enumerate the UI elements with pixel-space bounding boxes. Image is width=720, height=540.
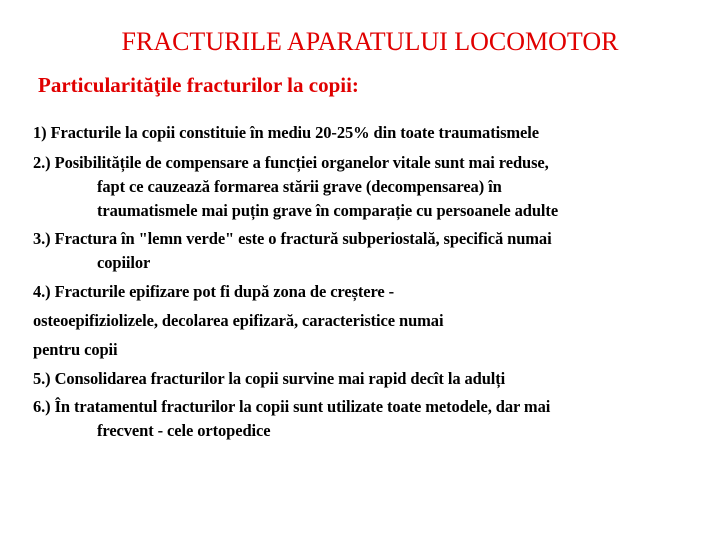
item-2-line-3: traumatismele mai puțin grave în comparație cu persoanele adulte — [97, 201, 559, 220]
item-2-line-2: fapt ce cauzează formarea stării grave (decompensarea) în — [97, 177, 502, 196]
item-4-line-1: 4.) Fracturile epifizare pot fi după zona de creștere - — [33, 282, 395, 301]
item-5-line-1: 5.) Consolidarea fracturilor la copii survine mai rapid decît la adulți — [33, 369, 506, 388]
item-4-line-3: pentru copii — [33, 340, 118, 359]
item-4-line-2: osteoepifiziolizele, decolarea epifizară, caracteristice numai — [33, 311, 444, 330]
item-3-line-1: 3.) Fractura în "lemn verde" este o fractură subperiostală, specifică numai — [33, 229, 552, 248]
slide-title: FRACTURILE APARATULUI LOCOMOTOR — [121, 27, 619, 56]
item-1-line-1: 1) Fracturile la copii constituie în mediu 20-25% din toate traumatismele — [33, 123, 539, 142]
item-6-line-2: frecvent - cele ortopedice — [97, 421, 271, 440]
item-2-line-1: 2.) Posibilitățile de compensare a funcției organelor vitale sunt mai reduse, — [33, 153, 549, 172]
item-6-line-1: 6.) În tratamentul fracturilor la copii sunt utilizate toate metodele, dar mai — [33, 397, 551, 416]
item-3-line-2: copiilor — [97, 253, 151, 272]
slide-subtitle: Particularităţile fracturilor la copii: — [38, 73, 359, 97]
